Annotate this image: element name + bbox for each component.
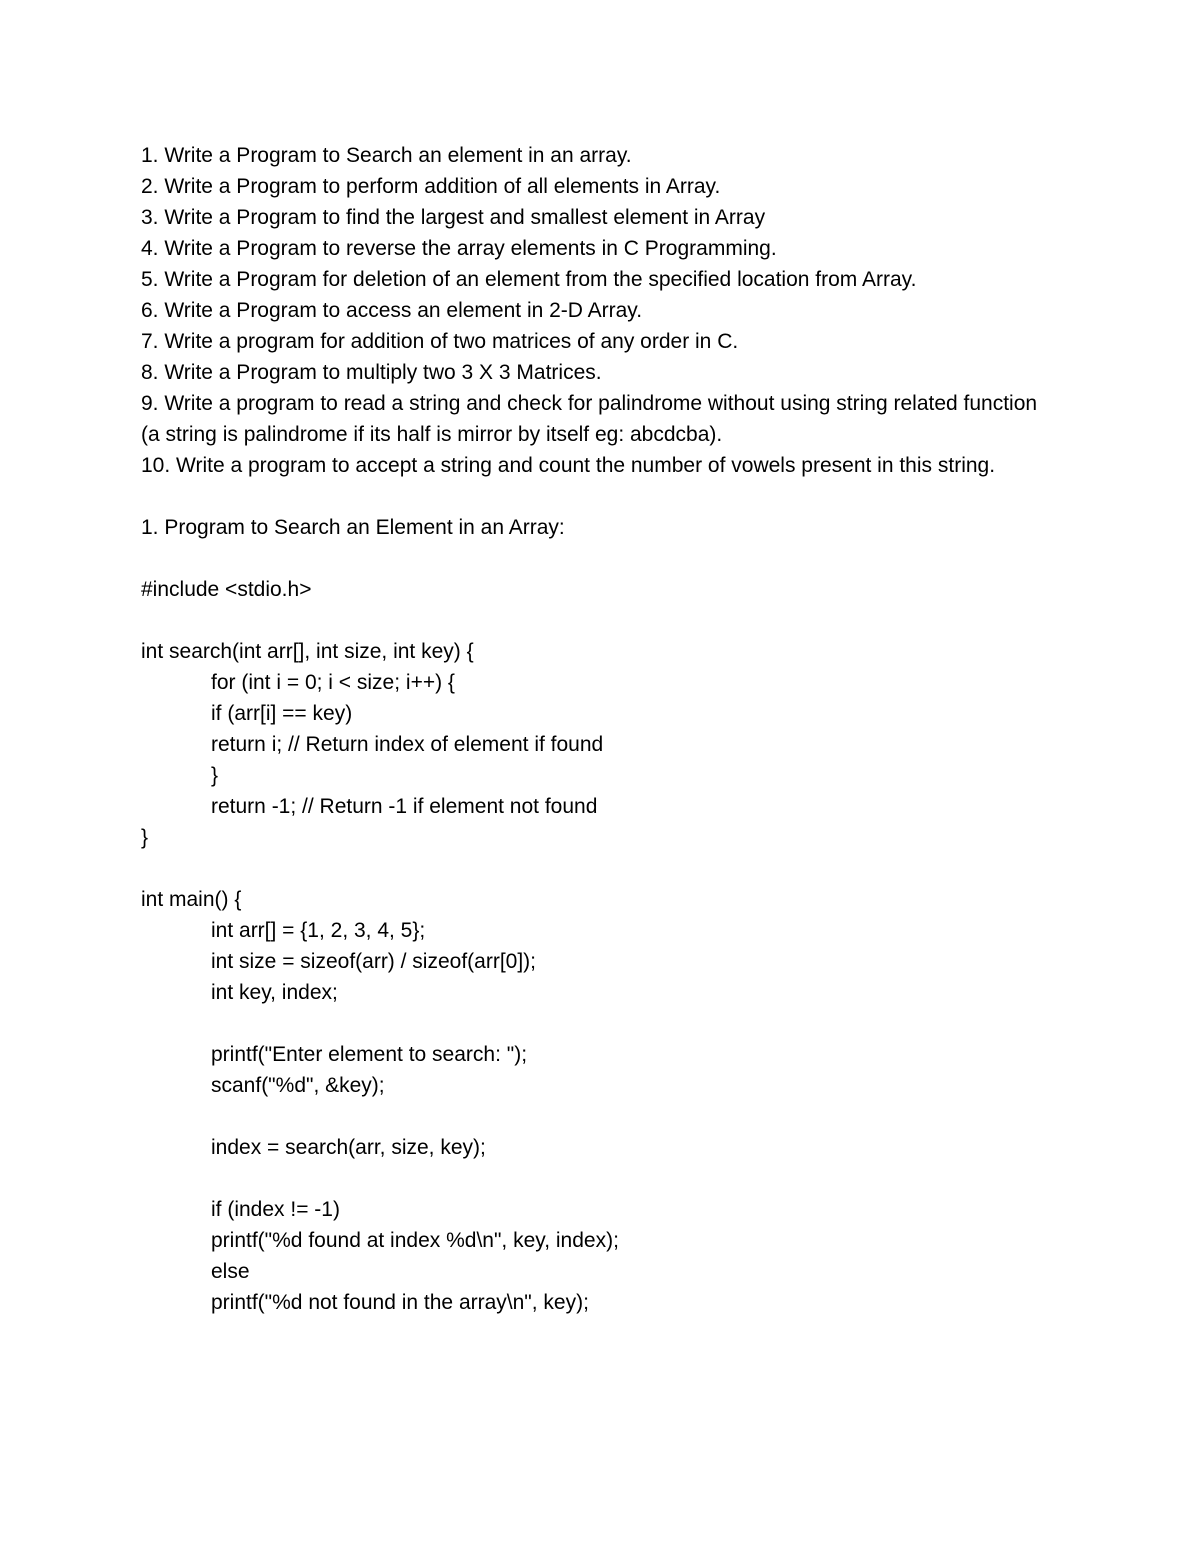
exercise-list: [141, 140, 1061, 481]
code-line: int size = sizeof(arr) / sizeof(arr[0]);: [211, 950, 536, 973]
code-line: index = search(arr, size, key);: [211, 1136, 486, 1159]
code-line: }: [141, 826, 149, 849]
exercise-item: 6. Write a Program to access an element in 2-D Array.: [141, 299, 643, 322]
code-listing: [141, 574, 1061, 1318]
code-line: int key, index;: [211, 981, 338, 1004]
exercise-item: 7. Write a program for addition of two matrices of any order in C.: [141, 330, 739, 353]
code-line: printf("Enter element to search: ");: [211, 1043, 528, 1066]
code-line: else: [211, 1260, 250, 1283]
code-line: return i; // Return index of element if found: [211, 733, 604, 756]
spacer: [141, 481, 1061, 512]
spacer: [141, 853, 1061, 884]
section-heading: 1. Program to Search an Element in an Array:: [141, 516, 565, 539]
exercise-item: 5. Write a Program for deletion of an element from the specified location from Array.: [141, 268, 917, 291]
code-line: if (index != -1): [211, 1198, 340, 1221]
spacer: [141, 543, 1061, 574]
code-line: printf("%d not found in the array\n", key);: [211, 1291, 589, 1314]
exercise-item: 9. Write a program to read a string and check for palindrome without using string related function (a string is palindrome if its half is mirror by itself eg: abcdcba).: [141, 392, 1038, 446]
code-line: #include <stdio.h>: [141, 578, 312, 601]
code-line: printf("%d found at index %d\n", key, index);: [211, 1229, 619, 1252]
code-line: int main() {: [141, 888, 242, 911]
spacer: [141, 605, 1061, 636]
spacer: [141, 1008, 1061, 1039]
exercise-item: 1. Write a Program to Search an element in an array.: [141, 144, 632, 167]
exercise-item: 10. Write a program to accept a string and count the number of vowels present in this string.: [141, 454, 996, 477]
spacer: [141, 1101, 1061, 1132]
code-line: if (arr[i] == key): [211, 702, 353, 725]
code-line: scanf("%d", &key);: [211, 1074, 385, 1097]
document-body: [141, 140, 1061, 1318]
exercise-item: 4. Write a Program to reverse the array elements in C Programming.: [141, 237, 777, 260]
spacer: [141, 1163, 1061, 1194]
exercise-item: 3. Write a Program to find the largest and smallest element in Array: [141, 206, 766, 229]
code-line: }: [211, 764, 219, 787]
code-line: for (int i = 0; i < size; i++) {: [211, 671, 455, 694]
code-line: return -1; // Return -1 if element not found: [211, 795, 598, 818]
exercise-item: 8. Write a Program to multiply two 3 X 3 Matrices.: [141, 361, 602, 384]
exercise-item: 2. Write a Program to perform addition of all elements in Array.: [141, 175, 721, 198]
code-line: int search(int arr[], int size, int key) {: [141, 640, 474, 663]
code-line: int arr[] = {1, 2, 3, 4, 5};: [211, 919, 426, 942]
